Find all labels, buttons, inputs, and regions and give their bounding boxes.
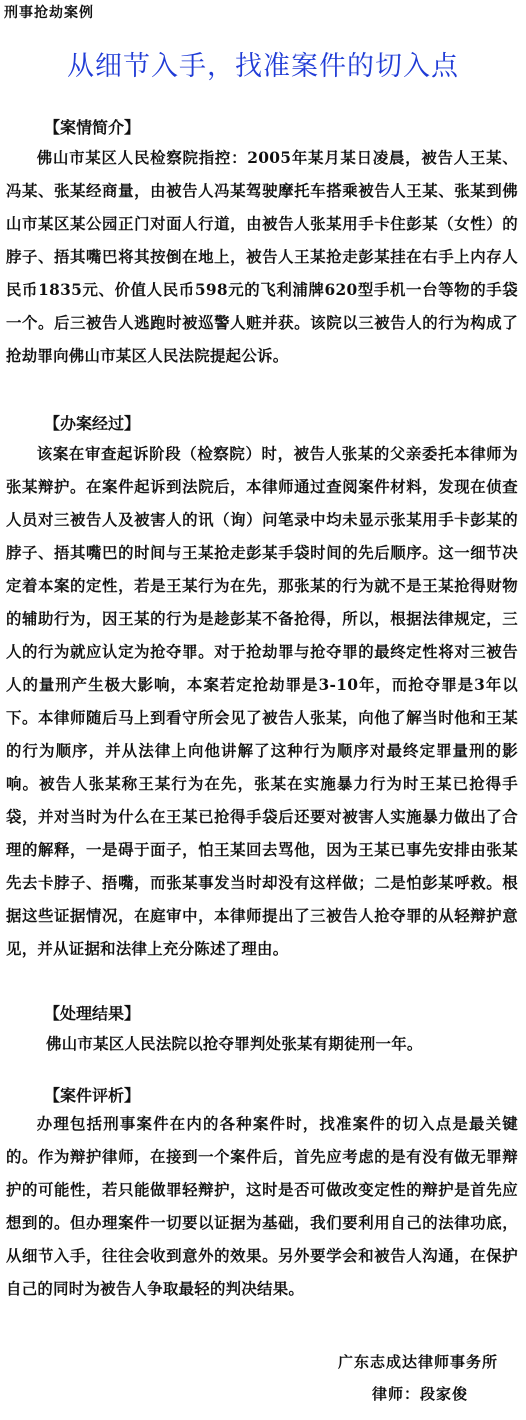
section-heading-analysis: 【案件评析】 xyxy=(44,1086,141,1105)
case-category-label: 刑事抢劫案例 xyxy=(4,5,94,21)
lawyer-name: 律师：段家俊 xyxy=(372,1385,469,1403)
law-firm-name: 广东志成达律师事务所 xyxy=(338,1353,499,1371)
page-title: 从细节入手，找准案件的切入点 xyxy=(67,51,459,82)
section-heading-result: 【处理结果】 xyxy=(44,1004,141,1023)
section-body-result: 佛山市某区人民法院以抢夺罪判处张某有期徒刑一年。 xyxy=(46,1035,423,1053)
section-body-case-process: 该案在审查起诉阶段（检察院）时，被告人张某的父亲委托本律师为张某辩护。在案件起诉到法院后，本律师通过查阅案件材料，发现在侦查人员对三被告人及被害人的讯（询）问笔录中均未显示张某用手卡彭某的脖子、捂其嘴巴的时间与王某抢走彭某手袋时间的先后顺序。这一细节决定着本案的定性，若是王某行为在先，那张某的行为就不是王某抢得财物的辅助行为，因王某的行为是趁彭某不备抢得，所以，根据法律规定，三人的行为就应认定为抢夺罪。对于抢劫罪与抢夺罪的最终定性将对三被告人的量刑产生极大影响，本案若定抢劫罪是3-10年，而抢夺罪是3年以下。本律师随后马上到看守所会见了被告人张某，向他了解当时他和王某的行为顺序，并从法律上向他讲解了这种行为顺序对最终定罪量刑的影响。被告人张某称王某行为在先，张某在实施暴力行为时王某已抢得手袋，并对当时为什么在王某已抢得手袋后还要对被害人实施暴力做出了合理的解释，一是碍于面子，怕王某回去骂他，因为王某已事先安排由张某先去卡脖子、捂嘴，而张某事发当时却没有这样做；二是怕彭某呼救。根据这些证据情况，在庭审中，本律师提出了三被告人抢夺罪的从轻辩护意见，并从证据和法律上充分陈述了理由。 xyxy=(6,445,518,958)
section-heading-case-process: 【办案经过】 xyxy=(44,414,141,433)
section-heading-case-summary: 【案情简介】 xyxy=(44,118,141,137)
section-body-case-summary: 佛山市某区人民检察院指控：2005年某月某日凌晨，被告人王某、冯某、张某经商量，由被告人冯某驾驶摩托车搭乘被告人王某、张某到佛山市某区某公园正门对面人行道，由被告人张某用手卡住彭某（女性）的脖子、捂其嘴巴将其按倒在地上，被告人王某抢走彭某挂在右手上内存人民币1835元、价值人民币598元的飞利浦牌620型手机一台等物的手袋一个。后三被告人逃跑时被巡警人赃并获。该院以三被告人的行为构成了抢劫罪向佛山市某区人民法院提起公诉。 xyxy=(6,149,518,365)
section-body-analysis: 办理包括刑事案件在内的各种案件时，找准案件的切入点是最关键的。作为辩护律师，在接到一个案件后，首先应考虑的是有没有做无罪辩护的可能性，若只能做罪轻辩护，这时是否可做改变定性的辩护是首先应想到的。但办理案件一切要以证据为基础，我们要利用自己的法律功底，从细节入手，往往会收到意外的效果。另外要学会和被告人沟通，在保护自己的同时为被告人争取最轻的判决结果。 xyxy=(6,1115,518,1298)
